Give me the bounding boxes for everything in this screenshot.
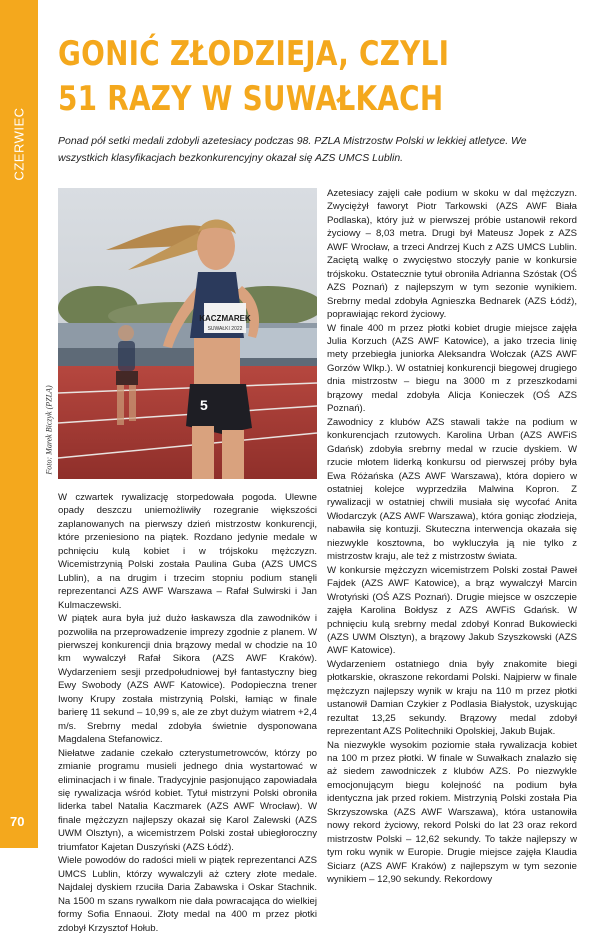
bib-number: 5 — [200, 397, 208, 413]
paragraph: Azetesiacy zajęli całe podium w skoku w dal mężczyzn. Zwyciężył faworyt Piotr Tarkowski (AZS AWF Biała Podlaska), który już w pierwszej próbie ustanowił rekord życiowy – 8,03 metra. Drugi był Mateusz Jopek z AZS AWF Wrocław, a trzeci Andrzej Kuch z AZS UMCS Lublin. Zaciętą walkę o zwycięstwo stoczyły panie w konkursie trójskoku. Ostatecznie tytuł obroniła Adrianna Szóstak (OŚ AZS Poznań) z najlepszym w tym sezonie wynikiem. Srebrny medal zdobyła Agnieszka Bednarek (AZS Łódź), poprawiając rekord życiowy. — [327, 188, 577, 321]
paragraph: Wiele powodów do radości mieli w piątek reprezentanci AZS UMCS Lublin, którzy wywalczyli aż cztery złote medale. Najdalej dyskiem rzuciła Daria Zabawska i Oskar Stachnik. Na 1500 m szans rywalkom nie dała powracająca do wielkiej formy Sofia Ennaoui. Złoty medal na 400 m przez płotki zdobył Krzysztof Hołub. — [58, 855, 317, 934]
article-column-left — [58, 491, 317, 935]
paragraph: W finale 400 m przez płotki kobiet drugie miejsce zajęła Julia Korzuch (AZS AWF Katowice), a jako trzecia linię mety przebiegła juniorka Aleksandra Wołczak (AZS AWF Gorzów Wlkp.). W ostatniej konkurencji biegowej drugiego dnia mistrzostw – biegu na 3000 m z przeszkodami brązowy medal zdobyła Alicja Konieczek (OŚ AZS Poznań). — [327, 322, 577, 415]
paragraph: Wydarzeniem ostatniego dnia były znakomite biegi płotkarskie, okraszone rekordami Polski. Najpierw w finale mężczyzn najlepszy wynik w kraju na 110 m przez płotki ustanowił Damian Czykier z Podlasia Białystok, uzyskując rezultat 13,25 sekundy. Brązowy medal zdobył reprezentant AZS Politechniki Opolskiej, Jakub Bujak. — [327, 658, 577, 738]
section-label: CZERWIEC — [11, 107, 27, 181]
paragraph: Zawodnicy z klubów AZS stawali także na podium w konkurencjach rzutowych. Karolina Urban (AZS AWFiS Gdańsk) zdobyła srebrny medal w rzucie dyskiem. W rzucie młotem liderką konkursu od pierwszej próby była Ewa Różańska (AZS AWF Warszawa), która dopiero w ostatniej kolejce wyprzedziła Malwina Kopron. Z rywalizacji w ostatniej chwili musiała się wycofać Anita Włodarczyk (AZS AWF Warszawa), która goniąc złodzieja, nabawiła się kontuzji. Skuteczna interwencja okazała się niezwykle kosztowna, bo wykluczyła ją nie tylko z mistrzostw kraju, ale też z mistrzostw świata. — [327, 416, 577, 563]
article-title: GONIĆ ZŁODZIEJA, CZYLI 51 RAZY W SUWAŁKACH — [58, 34, 450, 119]
article-lead: Ponad pół setki medali zdobyli azetesiacy podczas 98. PZLA Mistrzostw Polski w lekkiej atletyce. We wszystkich klasyfikacjach bezkonkurencyjny okazał się AZS UMCS Lublin. — [58, 135, 527, 164]
article-column-right — [327, 187, 577, 887]
page-number: 70 — [10, 814, 25, 829]
bib-name: KACZMAREK — [199, 314, 251, 323]
paragraph: Na niezwykle wysokim poziomie stała rywalizacja kobiet na 100 m przez płotki. W finale w Suwałkach znalazło się aż siedem zawodniczek z klubów AZS. Po niezwykle emocjonującym biegu kolejność na podium była identyczna jak przed rokiem. Mistrzynią Polski została Pia Skrzyszowska (AZS AWF Warszawa), która ustanowiła nowy rekord życiowy, rekord Polski do lat 23 oraz rekord mistrzostw Polski – 12,62 sekundy. To także najlepszy w tym roku wynik w Europie. Drugie miejsce zajęła Klaudia Siciarz (AZS AWF Kraków) z najlepszym w tym sezonie wynikiem – 12,90 sekundy. Rekordowy — [327, 739, 577, 886]
runner-photo-illustration — [58, 188, 317, 479]
paragraph: W konkursie mężczyzn wicemistrzem Polski został Paweł Fajdek (AZS AWF Katowice), a brąz wywalczył Marcin Wrotyński (OŚ AZS Poznań). Drugie miejsce w oszczepie zajęła Karolina Bołdysz z AZS AWFiS Gdańsk. W pchnięciu kulą srebrny medal zdobył Konrad Bukowiecki (AZS UWM Olsztyn), a brązowy Jakub Szyszkowski (AZS AWF Katowice). — [327, 564, 577, 657]
bib-club: SUWAŁKI 2022 — [207, 326, 243, 332]
paragraph: Niełatwe zadanie czekało czterystumetrowców, którzy po zmianie programu musieli jednego dnia wystartować w eliminacjach i w finale. Tradycyjnie pasjonująco zapowiadała się rywalizacja wśród kobiet. Tytuł mistrzyni Polski obroniła liderka tabel Natalia Kaczmarek (AZS AWF Wrocław). W finale mężczyzn najlepszy okazał się Karol Zalewski (AZS UWM Olsztyn), a wicemistrzem Polski został ubiegłoroczny triumfator Kajetan Duszyński (AZS Łódź). — [58, 747, 317, 853]
photo-credit: Foto: Marek Biczyk (PZLA) — [44, 385, 54, 475]
paragraph: W piątek aura była już dużo łaskawsza dla zawodników i pozwoliła na przeprowadzenie imprezy zgodnie z planem. W pierwszej konkurencji dnia brązowy medal w chodzie na 10 km wywalczył Rafał Sikora (AZS AWF Kraków). Wydarzeniem sesji przedpołudniowej był fantastyczny bieg Ewy Swobody (AZS AWF Katowice). Podopieczna trener Iwony Krupy została mistrzynią Polski, łamiąc w finale barierę 11 sekund – 10,99 s, ale ze zbyt dużym wiatrem +2,4 m/s. Srebrny medal zdobyła świetnie dysponowana Magdalena Stefanowicz. — [58, 613, 317, 746]
paragraph: W czwartek rywalizację storpedowała pogoda. Ulewne opady deszczu uniemożliwiły rozegranie większości zaplanowanych na pierwszy dzień mistrzostw konkurencji, które przeniesiono na piątek. Rozdano jedynie medale w pchnięciu kulą kobiet i w trójskoku mężczyzn. Wicemistrzynią Polski została Paulina Guba (AZS UMCS Lublin), a na drugim i trzecim stopniu podium stanęli reprezentanci AZS AWF Warszawa – Rafał Sulwirski i Jan Kulmaczewski. — [58, 492, 317, 611]
article-photo — [58, 188, 317, 479]
